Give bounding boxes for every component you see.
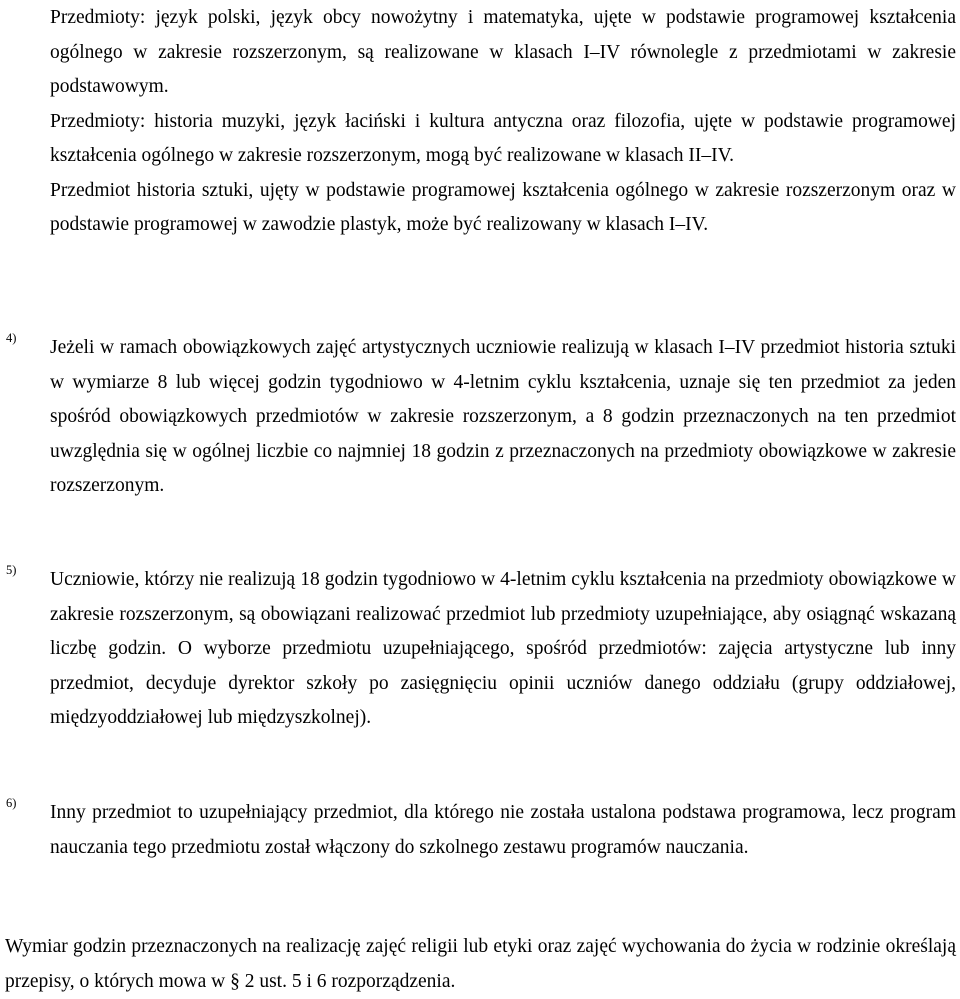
footnote-marker-6: 6) [6,796,17,810]
footnote-4 [50,331,956,504]
footnote-4-text: Jeżeli w ramach obowiązkowych zajęć artystycznych uczniowie realizują w klasach I–IV przedmiot historia sztuki w wymiarze 8 lub więcej godzin tygodniowo w 4-letnim cyklu kształcenia, uznaje się ten przedmiot za jeden spośród obowiązkowych przedmiotów w zakresie rozszerzonym, a 8 godzin przeznaczonych na ten przedmiot uwzględnia się w ogólnej liczbie co najmniej 18 godzin z przeznaczonych na przedmioty obowiązkowe w zakresie rozszerzonym. [50,337,956,496]
intro-paragraph-2: Przedmioty: historia muzyki, język łaciński i kultura antyczna oraz filozofia, ujęte w podstawie programowej kształcenia ogólnego w zakresie rozszerzonym, mogą być realizowane w klasach II–IV. [50,110,956,166]
footnote-5-text: Uczniowie, którzy nie realizują 18 godzin tygodniowo w 4-letnim cyklu kształcenia na przedmioty obowiązkowe w zakresie rozszerzonym, są obowiązani realizować przedmiot lub przedmioty uzupełniające, aby osiągnąć wskazaną liczbę godzin. O wyborze przedmiotu uzupełniającego, spośród przedmiotów: zajęcia artystyczne lub inny przedmiot, decyduje dyrektor szkoły po zasięgnięciu opinii uczniów danego oddziału (grupy oddziałowej, międzyoddziałowej lub międzyszkolnej). [50,569,956,728]
footnote-6 [50,796,956,865]
intro-paragraph-3: Przedmiot historia sztuki, ujęty w podstawie programowej kształcenia ogólnego w zakresie rozszerzonym oraz w podstawie programowej w zawodzie plastyk, może być realizowany w klasach I–IV. [50,179,956,235]
footnote-6-text: Inny przedmiot to uzupełniający przedmiot, dla którego nie została ustalona podstawa programowa, lecz program nauczania tego przedmiotu został włączony do szkolnego zestawu programów nauczania. [50,802,956,858]
footnote-5 [50,563,956,736]
footnote-marker-5: 5) [6,563,17,577]
closing-paragraph [5,930,956,999]
intro-notes [50,1,956,243]
footnote-marker-4: 4) [6,331,17,345]
intro-paragraph-1: Przedmioty: język polski, język obcy nowożytny i matematyka, ujęte w podstawie programowej kształcenia ogólnego w zakresie rozszerzonym, są realizowane w klasach I–IV równolegle z przedmiotami w zakresie podstawowym. [50,7,956,97]
closing-paragraph-text: Wymiar godzin przeznaczonych na realizację zajęć religii lub etyki oraz zajęć wychowania do życia w rodzinie określają przepisy, o których mowa w § 2 ust. 5 i 6 rozporządzenia. [5,936,956,992]
